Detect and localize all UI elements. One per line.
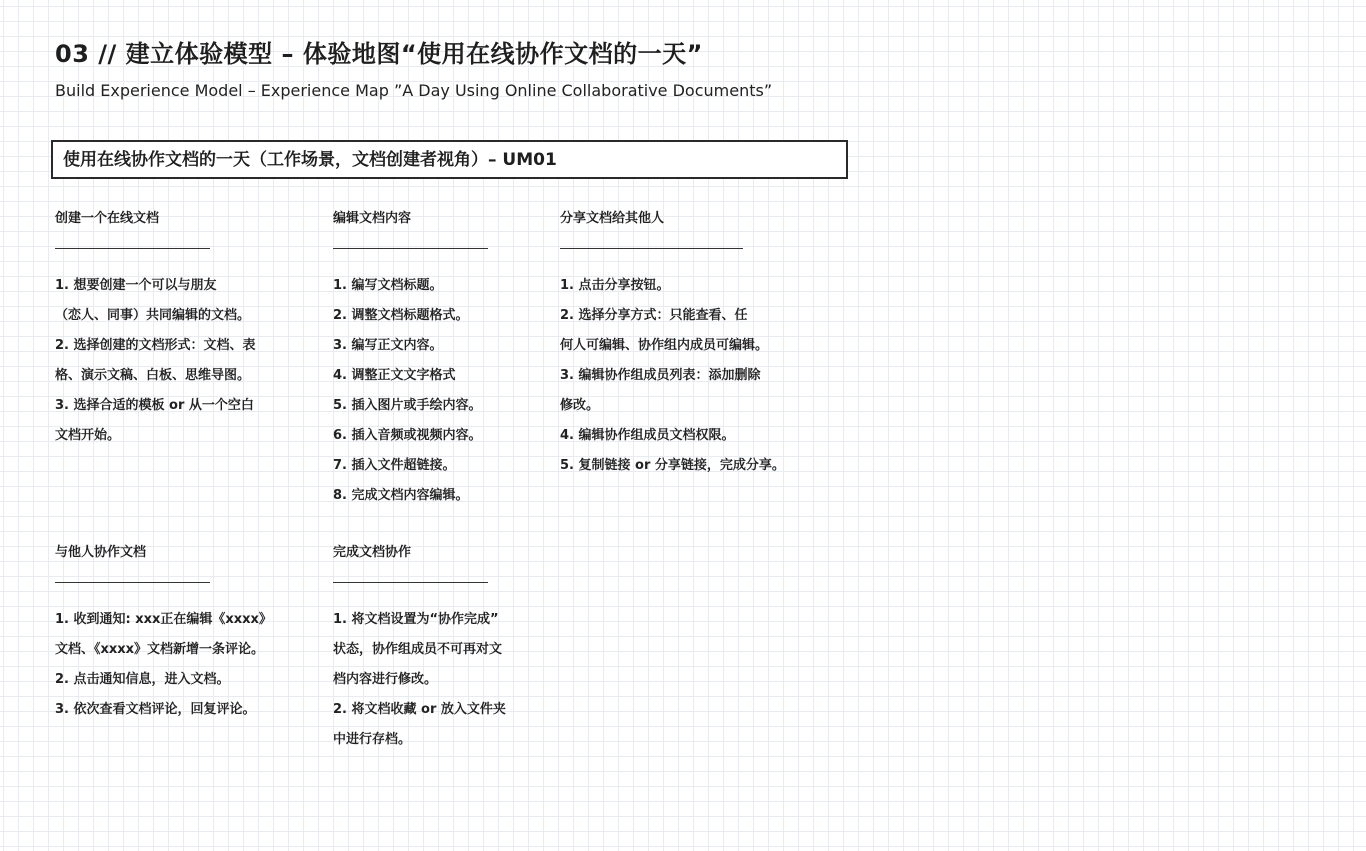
stage-step-line: 6. 插入音频或视频内容。 xyxy=(333,428,482,443)
stage-heading: 分享文档给其他人 xyxy=(560,211,665,226)
stage-step-line: 格、演示文稿、白板、思维导图。 xyxy=(55,368,251,383)
stage-step-line: 3. 编辑协作组成员列表：添加删除 xyxy=(560,368,761,383)
stage-divider xyxy=(333,582,488,583)
stage-collaborate xyxy=(55,545,272,725)
stage-step-line: 2. 将文档收藏 or 放入文件夹 xyxy=(333,702,506,717)
stage-step-line: 3. 选择合适的模板 or 从一个空白 xyxy=(55,398,254,413)
stage-step-line: 档内容进行修改。 xyxy=(333,672,438,687)
stage-steps xyxy=(55,605,272,725)
stage-steps xyxy=(333,605,506,755)
stage-steps xyxy=(333,271,488,511)
stage-step-line: 文档、《xxxx》文档新增一条评论。 xyxy=(55,642,265,657)
stage-step-line: 1. 点击分享按钮。 xyxy=(560,278,670,293)
scenario-title: 使用在线协作文档的一天（工作场景，文档创建者视角）– UM01 xyxy=(63,150,557,170)
stage-step-line: 1. 收到通知: xxx正在编辑《xxxx》 xyxy=(55,612,272,627)
stage-step-line: 状态，协作组成员不可再对文 xyxy=(333,642,503,657)
page-title: 03 // 建立体验模型 – 体验地图“使用在线协作文档的一天” xyxy=(55,40,703,68)
stage-step-line: （恋人、同事）共同编辑的文档。 xyxy=(55,308,251,323)
stage-step-line: 1. 编写文档标题。 xyxy=(333,278,443,293)
page-subtitle: Build Experience Model – Experience Map ”A Day Using Online Collaborative Documents” xyxy=(55,81,773,100)
stage-step-line: 8. 完成文档内容编辑。 xyxy=(333,488,469,503)
stage-heading: 完成文档协作 xyxy=(333,545,412,560)
scenario-title-box xyxy=(51,140,848,179)
stage-step-line: 中进行存档。 xyxy=(333,732,412,747)
stage-divider xyxy=(55,582,210,583)
stage-steps xyxy=(560,271,785,481)
stage-step-line: 1. 将文档设置为“协作完成” xyxy=(333,612,499,627)
stage-share-document xyxy=(560,211,785,481)
stage-step-line: 7. 插入文件超链接。 xyxy=(333,458,456,473)
stage-step-line: 5. 复制链接 or 分享链接，完成分享。 xyxy=(560,458,785,473)
stage-divider xyxy=(333,248,488,249)
stage-step-line: 2. 选择分享方式：只能查看、任 xyxy=(560,308,748,323)
stage-step-line: 文档开始。 xyxy=(55,428,121,443)
stage-heading: 创建一个在线文档 xyxy=(55,211,160,226)
stage-step-line: 2. 调整文档标题格式。 xyxy=(333,308,469,323)
stage-step-line: 2. 点击通知信息，进入文档。 xyxy=(55,672,230,687)
stage-heading: 与他人协作文档 xyxy=(55,545,147,560)
stage-step-line: 修改。 xyxy=(560,398,600,413)
stage-step-line: 3. 编写正文内容。 xyxy=(333,338,443,353)
stage-heading: 编辑文档内容 xyxy=(333,211,412,226)
stage-divider xyxy=(55,248,210,249)
stage-finish-collaboration xyxy=(333,545,506,755)
stage-step-line: 5. 插入图片或手绘内容。 xyxy=(333,398,482,413)
stage-edit-content xyxy=(333,211,488,511)
stage-step-line: 4. 编辑协作组成员文档权限。 xyxy=(560,428,735,443)
stage-step-line: 2. 选择创建的文档形式：文档、表 xyxy=(55,338,256,353)
stage-step-line: 何人可编辑、协作组内成员可编辑。 xyxy=(560,338,769,353)
stage-step-line: 3. 依次查看文档评论，回复评论。 xyxy=(55,702,256,717)
stage-steps xyxy=(55,271,256,451)
stage-divider xyxy=(560,248,743,249)
stage-step-line: 4. 调整正文文字格式 xyxy=(333,368,456,383)
stage-create-document xyxy=(55,211,256,451)
stage-step-line: 1. 想要创建一个可以与朋友 xyxy=(55,278,217,293)
